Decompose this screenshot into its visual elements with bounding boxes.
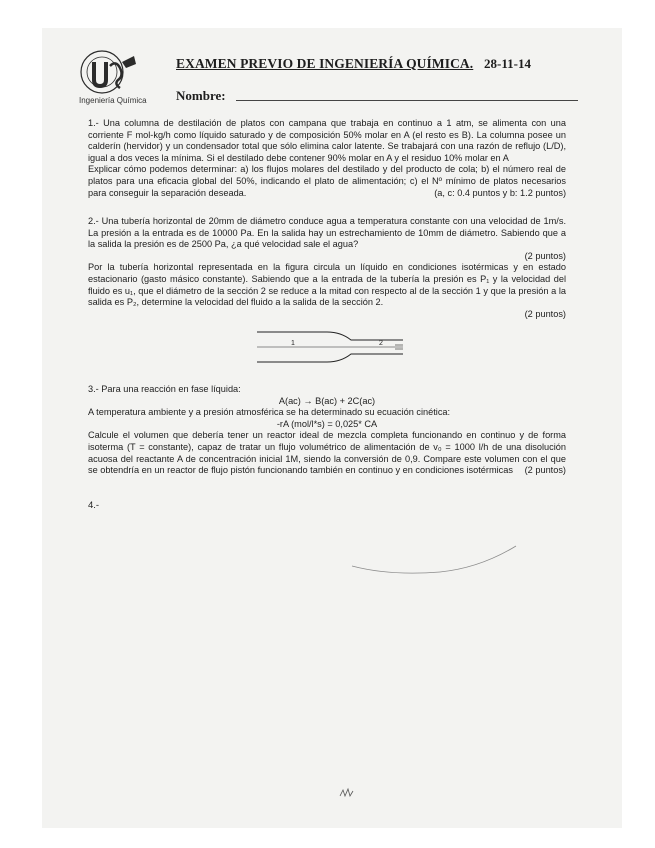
question-2 [88,216,566,320]
question-1-text2: Explicar cómo podemos determinar: a) los flujos molares del destilado y del producto de cola; b) el número real de platos para una eficacia global del 50%, indicando el plato de alimentación; c) el Nº mínimo de platos necesarios para conseguir la separación deseada. (a, c: 0.4 puntos y b: 1.2 puntos) [88,164,566,198]
question-2-points-a: (2 puntos) [524,250,566,261]
question-4-label: 4.- [88,500,100,511]
question-2-text: 2.- Una tubería horizontal de 20mm de diámetro conduce agua a temperatura constante con una velocidad de 1m/s. La presión a la entrada es de 10000 Pa. En la salida hay un estrechamiento de 10mm de diámetro. Sabiendo que a la salida la presión es de 2500 Pa, ¿a qué velocidad sale el agua? [88,216,566,250]
question-3-kinetics: -rA (mol/l*s) = 0,025* CA [276,418,378,429]
question-3-intro: 3.- Para una reacción en fase líquida: [88,384,241,394]
name-label: Nombre: [176,88,226,103]
exam-date: 28-11-14 [484,56,531,71]
question-1 [88,118,566,199]
question-2-text2: Por la tubería horizontal representada en la figura circula un líquido en condiciones isotérmicas y en estado estacionario (gasto másico constante). Sabiendo que a la entrada de la tubería la presión es P₁ y la velocidad del fluido es u₁, que el diámetro de la sección 2 se reduce a la mitad con respecto al de la sección 1 y que la presión a la salida es P₂, determine la velocidad del fluido a la salida de la sección 2. [88,262,566,308]
question-3-text: Calcule el volumen que debería tener un reactor ideal de mezcla completa funcionando en continuo y de forma isoterma (T = constante), capaz de tratar un flujo volumétrico de alimentación de v₀ = 1000 l/h de una disolución acuosa del reactante A de concentración inicial 1M, siendo la conversión de 0,9. Compare este volumen con el que se obtendría en un reactor de flujo pistón funcionando también en continuo y en condiciones isotérmicas (2 puntos) [88,430,566,476]
figure-section-1-label: 1 [291,340,295,347]
pen-stroke-mark [350,538,520,578]
question-1-points: (a, c: 0.4 puntos y b: 1.2 puntos) [434,187,566,198]
name-field-line[interactable] [236,100,578,101]
question-3 [88,384,566,477]
pipe-reduction-figure [255,326,405,368]
figure-section-2-label: 2 [379,340,383,347]
question-3-reaction: A(ac) → B(ac) + 2C(ac) [278,395,376,406]
question-1-text: 1.- Una columna de destilación de platos con campana que trabaja en continuo a 1 atm, se alimenta con una corriente F mol-kg/h como líquido saturado y de composición 50% molar en A (el resto es B). La columna posee un calderín (hervidor) y un condensador total que sólo elimina calor latente. Se trabajará con una razón de reflujo (L/D), igual a dos veces la mínima. Si el destilado debe contener 90% molar en A y el residuo 10% molar en A [88,118,566,163]
scribble-mark [338,786,358,800]
question-4 [88,500,566,512]
logo-caption: Ingeniería Química [79,96,147,105]
question-3-points: (2 puntos) [524,465,566,476]
exam-title: EXAMEN PREVIO DE INGENIERÍA QUÍMICA. [176,56,474,71]
question-3-kinetics-intro: A temperatura ambiente y a presión atmosférica se ha determinado su ecuación cinética: [88,407,451,418]
question-2-points-b: (2 puntos) [524,308,566,319]
